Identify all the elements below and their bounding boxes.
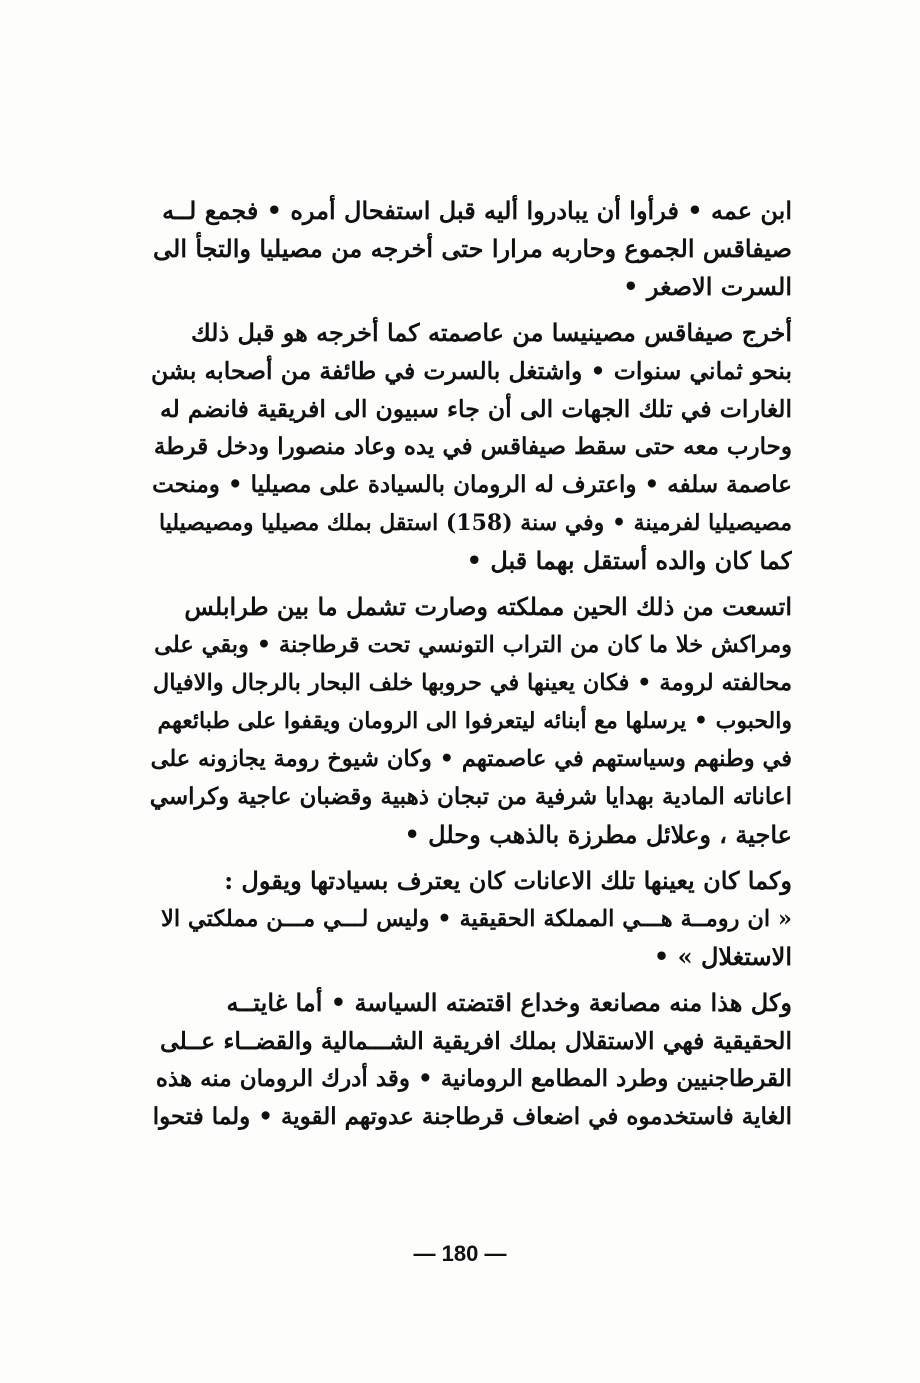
text-line: صيفاقس الجموع وحاربه مرارا حتى أخرجه من مصيليا والتجأ الى <box>153 234 792 263</box>
paragraph-3 <box>148 588 792 854</box>
text-line: وحارب معه حتى سقط صيفاقس في يده وعاد منصورا ودخل قرطة <box>153 433 792 460</box>
text-line: الغاية فاستخدموه في اضعاف قرطاجنة عدوتهم القوية • ولما فتحوا <box>152 1103 792 1130</box>
paragraph-spacer <box>148 976 792 984</box>
text-line: « ان رومــة هـــي المملكة الحقيقية • وليس لـــي مـــن مملكتي الا <box>161 906 792 932</box>
body-text <box>148 192 792 1136</box>
text-line: وكل هذا منه مصانعة وخداع اقتضته السياسة • أما غايتــه <box>226 988 792 1017</box>
text-line: كما كان والده أستقل بهما قبل • <box>466 546 792 575</box>
text-line: الحقيقية فهي الاستقلال بملك افريقية الشـــمالية والقضــاء عــلى <box>160 1027 792 1055</box>
paragraph-spacer <box>148 854 792 862</box>
text-line: أخرج صيفاقس مصينيسا من عاصمته كما أخرجه هو قبل ذلك <box>190 318 792 347</box>
paragraph-4 <box>148 862 792 976</box>
text-line: ابن عمه • فرأوا أن يبادروا أليه قبل استفحال أمره • فجمع لــه <box>162 196 792 225</box>
page-number: — 180 — <box>413 1241 507 1266</box>
text-line: ومراكش خلا ما كان من التراب التونسي تحت قرطاجنة • وبقي على <box>154 632 792 658</box>
text-line: السرت الاصغر • <box>623 272 792 301</box>
paragraph-5 <box>148 984 792 1136</box>
text-line: والحبوب • يرسلها مع أبنائه ليتعرفوا الى الرومان ويقفوا على طبائعهم <box>157 708 792 734</box>
text-line: في وطنهم وسياستهم في عاصمتهم • وكان شيوخ رومة يجازونه على <box>150 746 792 772</box>
text-line: بنحو ثماني سنوات • واشتغل بالسرت في طائفة من أصحابه بشن <box>150 357 792 385</box>
text-line: مصيصيليا لفرمينة • وفي سنة (158) استقل بملك مصيليا ومصيصيليا <box>159 510 792 536</box>
text-line: الغارات في تلك الجهات الى أن جاء سبيون الى افريقية فانضم له <box>159 395 792 423</box>
text-line: عاصمة سلفه • واعترف له الرومان بالسيادة على مصيليا • ومنحت <box>152 471 792 498</box>
paragraph-spacer <box>148 306 792 314</box>
text-line: عاجية ، وعلائل مطرزة بالذهب وحلل • <box>404 820 792 849</box>
paragraph-spacer <box>148 580 792 588</box>
text-line: القرطاجنيين وطرد المطامع الرومانية • وقد أدرك الرومان منه هذه <box>155 1065 792 1092</box>
paragraph-1 <box>148 192 792 306</box>
text-line: محالفته لرومة • فكان يعينها في حروبها خلف البحار بالرجال والافيال <box>152 670 792 696</box>
text-line: وكما كان يعينها تلك الاعانات كان يعترف بسيادتها ويقول : <box>224 866 792 895</box>
text-line: اعاناته المادية بهدايا شرفية من تبجان ذهبية وقضبان عاجية وكراسي <box>149 783 792 810</box>
paragraph-2 <box>148 314 792 580</box>
text-line: اتسعت من ذلك الحين مملكته وصارت تشمل ما بين طرابلس <box>184 592 792 621</box>
text-line: الاستغلال » • <box>653 942 792 971</box>
